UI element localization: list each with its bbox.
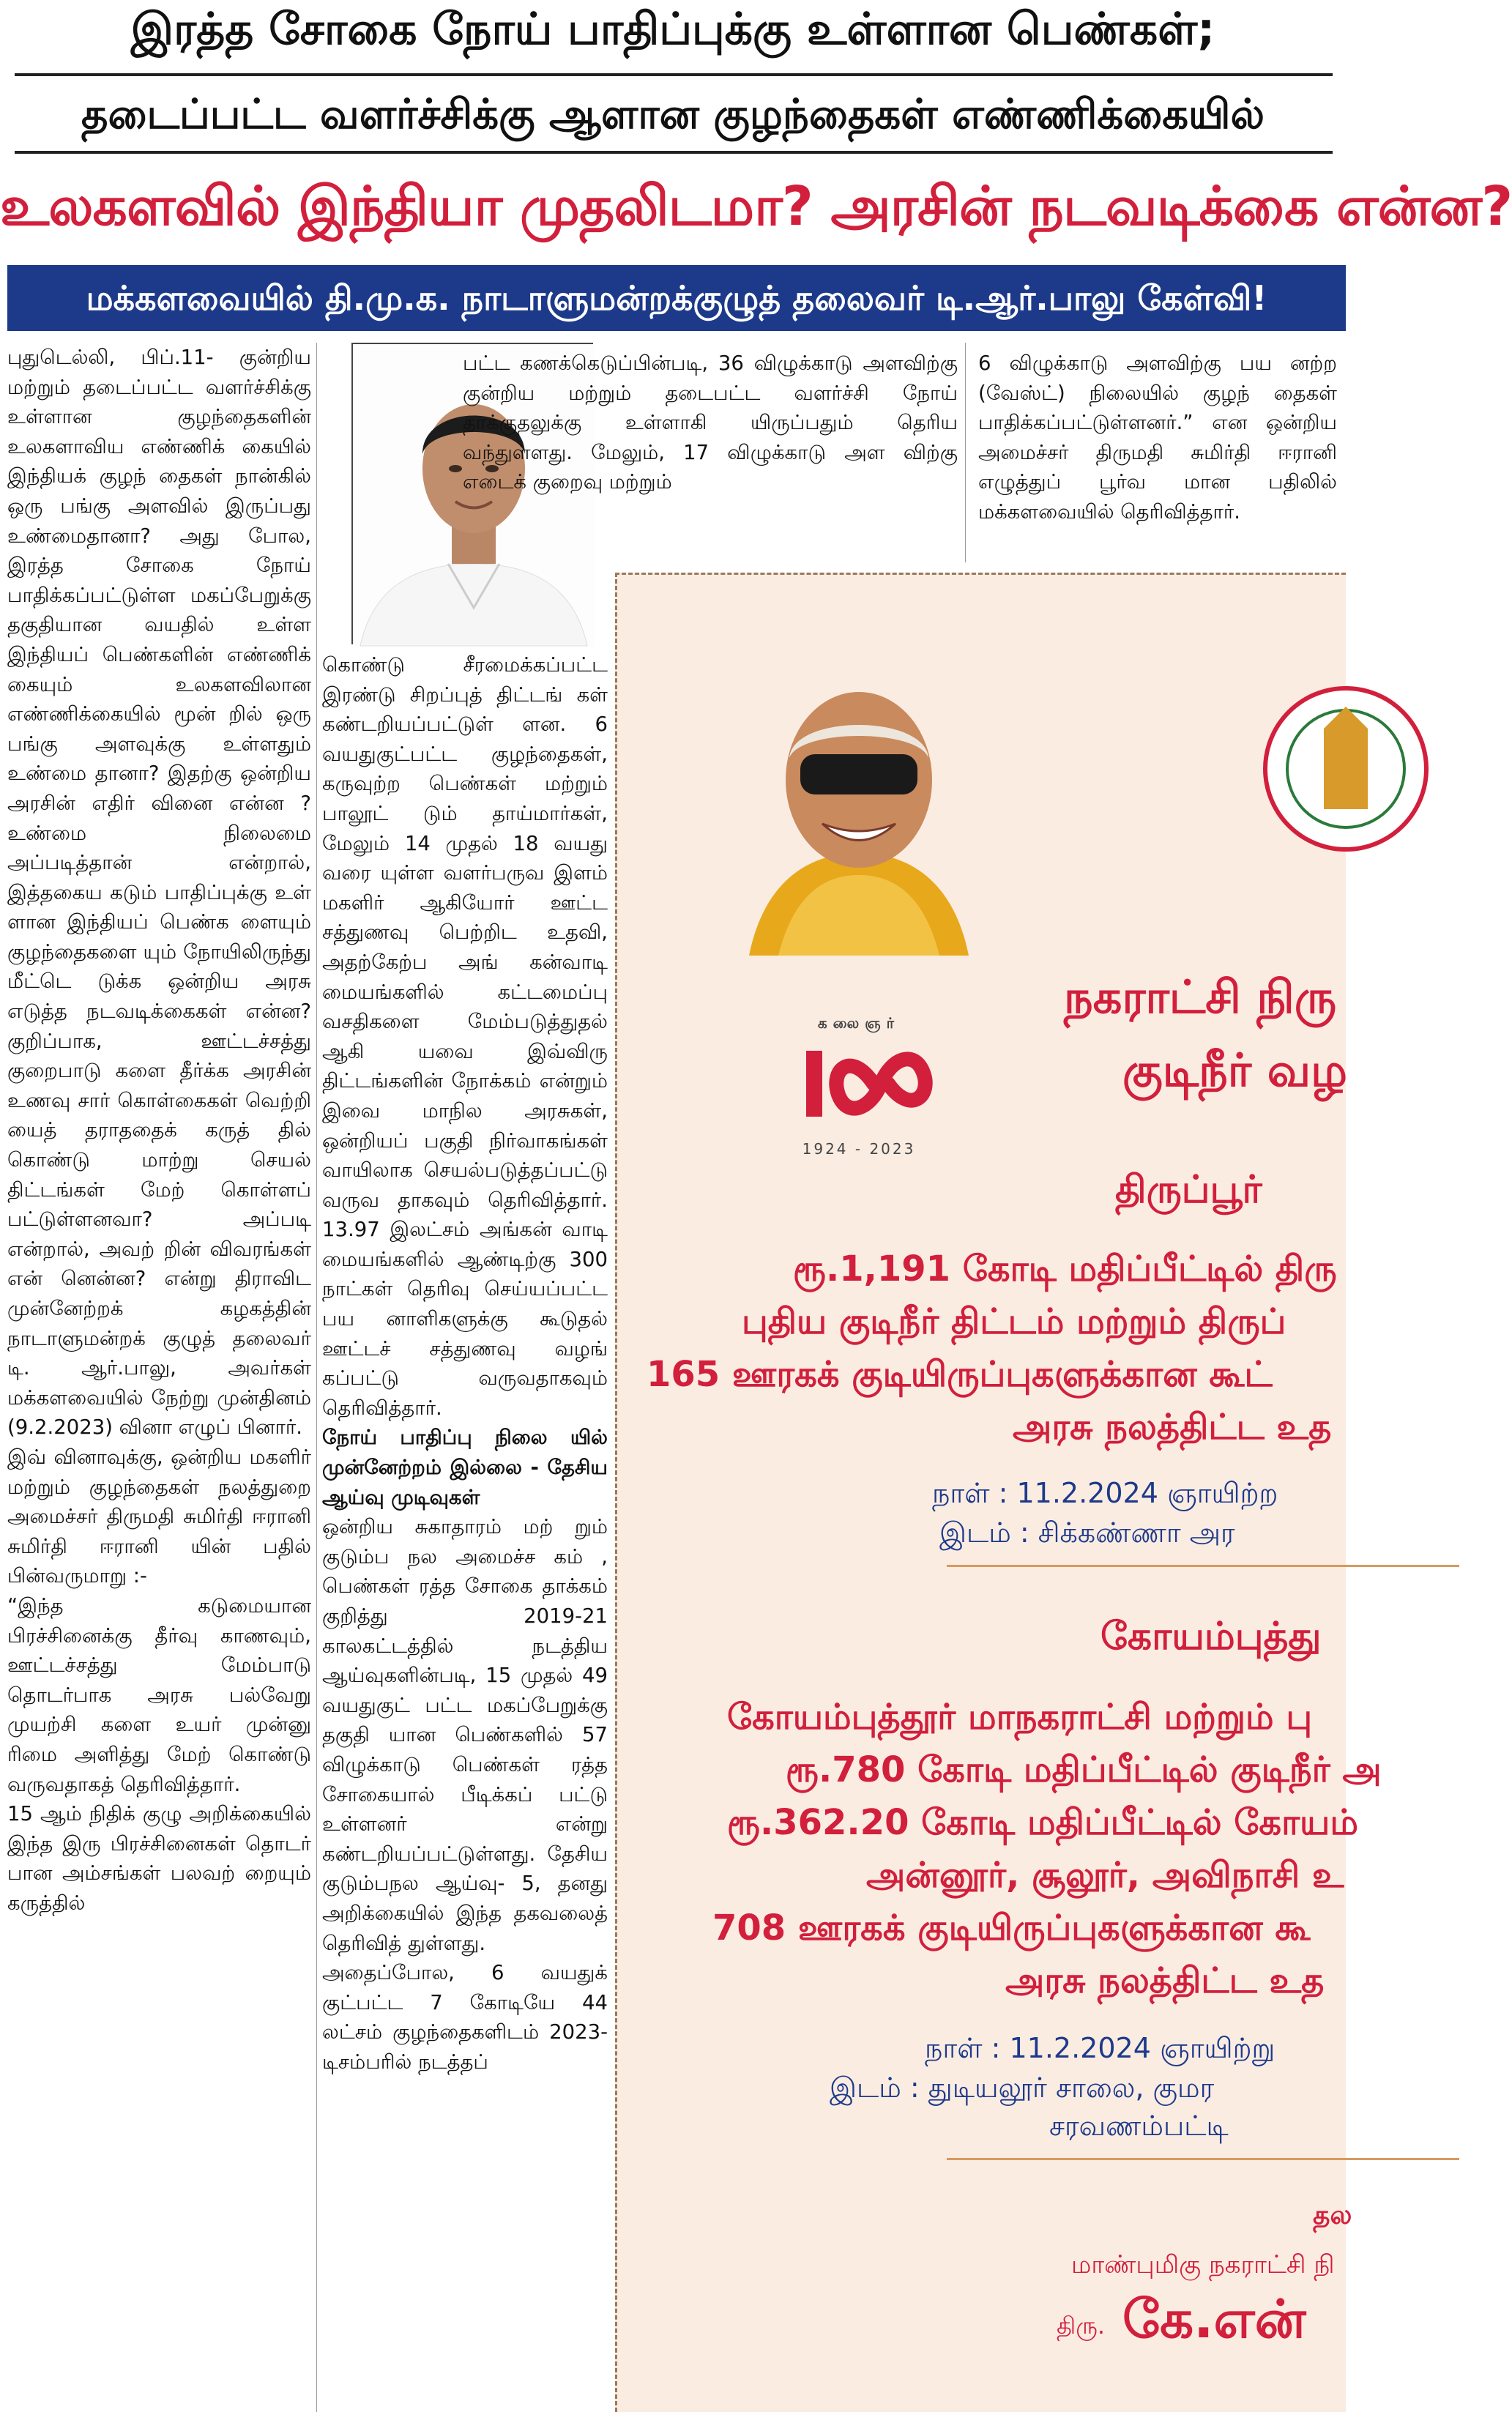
centenary-years: 1924 - 2023	[802, 1140, 916, 1158]
section-1-line: அரசு நலத்திட்ட உத	[1013, 1407, 1332, 1448]
ad-divider	[947, 1565, 1459, 1567]
minister-designation: மாண்புமிகு நகராட்சி நி	[1071, 2250, 1335, 2279]
article-paragraph: ஒன்றிய சுகாதாரம் மற் றும் குடும்ப நல அமைச்ச கம் , பெண்கள் ரத்த சோகை தாக்கம் குறித்து 2019-21 காலகட்டத்தில் நடத்திய ஆய்வுகளின்படி, 15 முதல் 49 வயதுகுட் பட்ட மகப்பேறுக்கு தகுதி யான பெண்களில் 57 விழுக்காடு பெண்கள் ரத்த சோகையால் பீடிக்கப் பட்டு உள்ளனர் என்று கண்டறியப்பட்டுள்ளது. தேசிய குடும்பநல ஆய்வு- 5, தனது அறிக்கையில் இந்த தகவலைத் தெரிவித் துள்ளது.	[322, 1515, 608, 1955]
subheadline-bar: மக்களவையில் தி.மு.க. நாடாளுமன்றக்குழுத் தலைவர் டி.ஆர்.பாலு கேள்வி!	[7, 265, 1346, 331]
section-1-date: நாள் : 11.2.2024 ஞாயிற்ற	[932, 1477, 1278, 1509]
ad-heading-2: குடிநீர் வழ	[1122, 1043, 1348, 1097]
section-2-line: ரூ.780 கோடி மதிப்பீட்டில் குடிநீர் அ	[786, 1749, 1382, 1790]
footer-title: தல	[1313, 2200, 1352, 2230]
ad-heading-1: நகராட்சி நிரு	[1064, 970, 1337, 1024]
article-paragraph: அதைப்போல, 6 வயதுக் குட்பட்ட 7 கோடியே 44 லட்சம் குழந்தைகளிடம் 2023-டிசம்பரில் நடத்தப்	[322, 1961, 608, 2074]
headline-rule	[15, 73, 1333, 76]
government-advertisement	[615, 573, 1382, 2412]
centenary-logo	[786, 1036, 976, 1139]
section-2-line: அன்னூர், சூலூர், அவிநாசி உ	[866, 1855, 1344, 1896]
column-divider	[965, 343, 966, 562]
article-column-2	[322, 650, 608, 2412]
headline-line-1: இரத்த சோகை நோய் பாதிப்புக்கு உள்ளான பெண்கள்;	[130, 4, 1215, 55]
section-1-line: ரூ.1,191 கோடி மதிப்பீட்டில் திரு	[793, 1248, 1337, 1289]
section-2-place: இடம் : துடியலூர் சாலை, குமர	[830, 2072, 1215, 2104]
minister-name: கே.என்	[1122, 2288, 1306, 2350]
section-1-place: இடம் : சிக்கண்ணா அர	[939, 1516, 1235, 1549]
article-paragraph: “இந்த கடுமையான பிரச்சினைக்கு தீர்வு காணவும், ஊட்டச்சத்து மேம்பாடு தொடர்பாக அரசு பல்வேறு முயற்சி களை உயர் முன்னு ரிமை அளித்து மேற் கொண்டு வருவதாகத் தெரிவித்தார்.	[7, 1593, 311, 1796]
column-divider	[316, 343, 317, 2412]
section-1-line: 165 ஊரகக் குடியிருப்புகளுக்கான கூட்	[647, 1354, 1273, 1395]
article-paragraph: கொண்டு சீரமைக்கப்பட்ட இரண்டு சிறப்புத் திட்டங் கள் கண்டறியப்பட்டுள் ளன. 6 வயதுகுட்பட்ட குழந்தைகள், கருவுற்ற பெண்கள் மற்றும் பாலூட் டும் தாய்மார்கள், மேலும் 14 முதல் 18 வயது வரை யுள்ள வளர்பருவ இளம் மகளிர் ஆகியோர் ஊட்ட சத்துணவு பெற்றிட உதவி, அதற்கேற்ப அங் கன்வாடி மையங்களில் கட்டமைப்பு வசதிகளை மேம்படுத்துதல் ஆகி யவை இவ்விரு திட்டங்களின் நோக்கம் என்றும் இவை மாநில அரசுகள், ஒன்றியப் பகுதி நிர்வாகங்கள் வாயிலாக செயல்படுத்தப்பட்டு வருவ தாகவும் தெரிவித்தார். 13.97 இலட்சம் அங்கன் வாடி மையங்களில் ஆண்டிற்கு 300 நாட்கள் தெரிவு செய்யப்பட்ட பய னாளிகளுக்கு கூடுதல் ஊட்டச் சத்துணவு வழங் கப்பட்டு வருவதாகவும் தெரிவித்தார்.	[322, 653, 608, 1420]
article-paragraph: இவ் வினாவுக்கு, ஒன்றிய மகளிர் மற்றும் குழந்தைகள் நலத்துறை அமைச்சர் திருமதி சுமிர்தி ஈரானி சுமிர்தி ஈரானி யின் பதில் பின்வருமாறு :-	[7, 1445, 311, 1588]
section-2-line: அரசு நலத்திட்ட உத	[1005, 1960, 1325, 2001]
article-column-3	[463, 349, 958, 554]
section-2-date: நாள் : 11.2.2024 ஞாயிற்று	[925, 2032, 1275, 2064]
main-headline: உலகளவில் இந்தியா முதலிடமா? அரசின் நடவடிக்கை என்ன?	[0, 175, 1512, 238]
article-paragraph: புதுடெல்லி, பிப்.11- குன்றிய மற்றும் தடைப்பட்ட வளர்ச்சிக்கு உள்ளான குழந்தைகளின் உலகளாவிய எண்ணிக் கையில் இந்தியக் குழந் தைகள் நான்கில் ஒரு பங்கு அளவில் இருப்பது உண்மைதானா? அது போல, இரத்த சோகை நோய் பாதிக்கப்பட்டுள்ள மகப்பேறுக்கு தகுதியான வயதில் உள்ள இந்தியப் பெண்களின் எண்ணிக் கையும் உலகளவிலான எண்ணிக்கையில் மூன் றில் ஒரு பங்கு அளவுக்கு உள்ளதும் உண்மை தானா? இதற்கு ஒன்றிய அரசின் எதிர் வினை என்ன ? உண்மை நிலைமை அப்படித்தான் என்றால், இத்தகைய கடும் பாதிப்புக்கு உள் ளான இந்தியப் பெண்க ளையும் குழந்தைகளை யும் நோயிலிருந்து மீட்டெ டுக்க ஒன்றிய அரசு எடுத்த நடவடிக்கைகள் என்ன? குறிப்பாக, ஊட்டச்சத்து குறைபாடு களை தீர்க்க அரசின் உணவு சார் கொள்கைகள் வெற்றி யைத் தராததைக் கருத் தில் கொண்டு மாற்று செயல் திட்டங்கள் மேற் கொள்ளப் பட்டுள்ளனவா? அப்படி என்றால், அவற் றின் விவரங்கள் என் னென்ன? என்று திராவிட முன்னேற்றக் கழகத்தின் நாடாளுமன்றக் குழுத் தலைவர் டி. ஆர்.பாலு, அவர்கள் மக்களவையில் நேற்று முன்தினம் (9.2.2023) வினா எழுப் பினார்.	[7, 346, 311, 1440]
article-column-4	[978, 349, 1337, 568]
minister-prefix: திரு.	[1057, 2312, 1106, 2340]
section-2-line: 708 ஊரகக் குடியிருப்புகளுக்கான கூ	[712, 1907, 1311, 1948]
article-paragraph: 6 விழுக்காடு அளவிற்கு பய னற்ற (வேஸ்ட்) நிலையில் குழந் தைகள் பாதிக்கப்பட்டுள்ளனர்.” என ஒன்றிய அமைச்சர் திருமதி சுமிர்தி ஈரானி எழுத்துப் பூர்வ மான பதிலில் மக்களவையில் தெரிவித்தார்.	[978, 351, 1337, 524]
ad-divider	[947, 2158, 1459, 2160]
article-paragraph: பட்ட கணக்கெடுப்பின்படி, 36 விழுக்காடு அளவிற்கு குன்றிய மற்றும் தடைபட்ட வளர்ச்சி நோய் தாக்குதலுக்கு உள்ளாகி யிருப்பதும் தெரிய வந்துள்ளது. மேலும், 17 விழுக்காடு அள விற்கு எடைக் குறைவு மற்றும்	[463, 351, 958, 494]
headline-rule	[15, 151, 1333, 154]
kalaignar-label: கலைஞர்	[817, 1014, 901, 1032]
state-emblem	[1254, 677, 1401, 860]
section-2-line: ரூ.362.20 கோடி மதிப்பீட்டில் கோயம்	[727, 1802, 1358, 1843]
headline-line-2: தடைப்பட்ட வளர்ச்சிக்கு ஆளான குழந்தைகள் எண்ணிக்கையில்	[81, 91, 1265, 138]
article-subheading: நோய் பாதிப்பு நிலை யில் முன்னேற்றம் இல்லை - தேசிய ஆய்வு முடிவுகள்	[322, 1426, 608, 1509]
article-paragraph: 15 ஆம் நிதிக் குழு அறிக்கையில் இந்த இரு பிரச்சினைகள் தொடர் பான அம்சங்கள் பலவற் றையும் கருத்தில்	[7, 1802, 311, 1915]
section-2-title: கோயம்புத்து	[1101, 1615, 1322, 1659]
article-column-1	[7, 343, 311, 2412]
section-2-line: கோயம்புத்தூர் மாநகராட்சி மற்றும் பு	[727, 1697, 1313, 1738]
section-2-place-2: சரவணம்பட்டி	[1049, 2110, 1229, 2142]
section-1-title: திருப்பூர்	[1115, 1168, 1262, 1212]
leader-portrait	[749, 663, 969, 956]
section-1-line: புதிய குடிநீர் திட்டம் மற்றும் திருப்	[742, 1301, 1286, 1342]
